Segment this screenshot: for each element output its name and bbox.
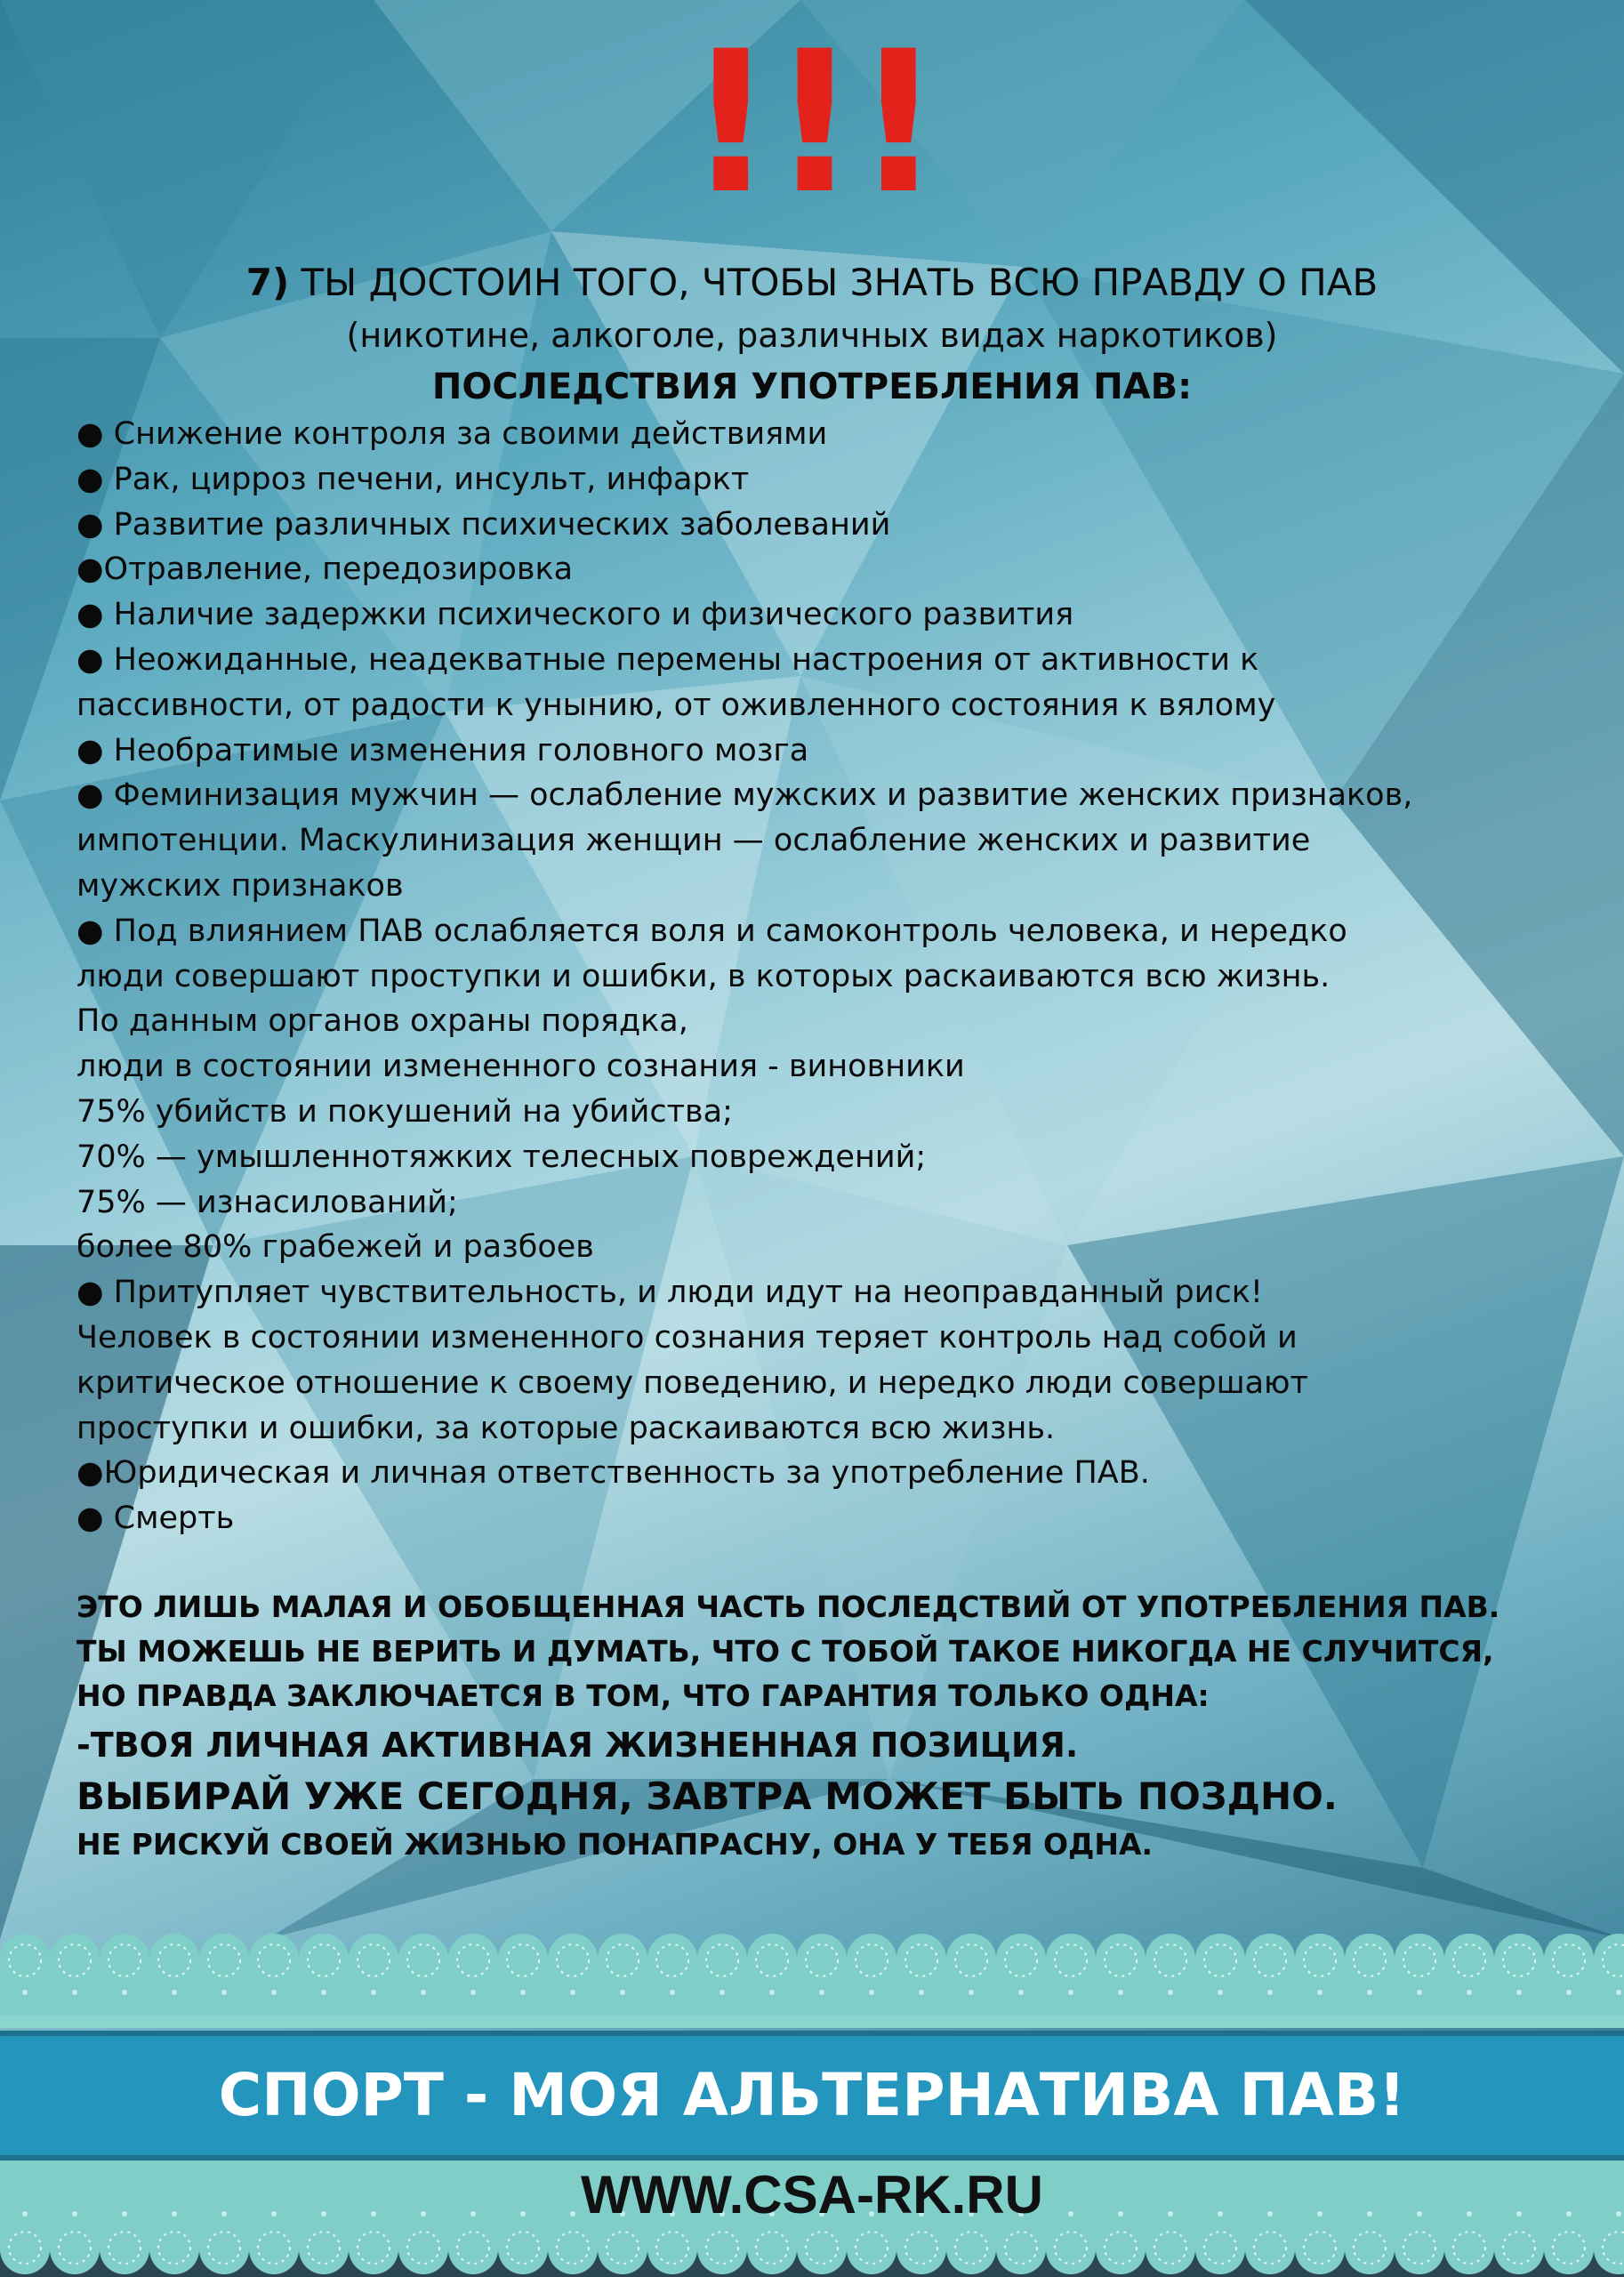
list-item: ● Необратимые изменения головного мозга <box>76 732 809 768</box>
list-item: более 80% грабежей и разбоев <box>76 1229 594 1266</box>
list-item: ● Наличие задержки психического и физического развития <box>76 597 1074 633</box>
list-item: люди в состоянии измененного сознания - виновники <box>76 1049 965 1085</box>
list-item: проступки и ошибки, за которые раскаиваются всю жизнь. <box>76 1410 1056 1446</box>
list-item: По данным органов охраны порядка, <box>76 1003 688 1040</box>
closing-line: -ТВОЯ ЛИЧНАЯ АКТИВНАЯ ЖИЗНЕННАЯ ПОЗИЦИЯ. <box>76 1726 1079 1765</box>
page-subtitle: (никотине, алкоголе, различных видах наркотиков) <box>346 316 1278 355</box>
list-item: ●Юридическая и личная ответственность за употребление ПАВ. <box>76 1455 1150 1492</box>
closing-line: НЕ РИСКУЙ СВОЕЙ ЖИЗНЬЮ ПОНАПРАСНУ, ОНА У ТЕБЯ ОДНА. <box>76 1827 1154 1862</box>
exclamation-marks: !!! <box>686 9 938 237</box>
consequences-list <box>76 412 1571 1541</box>
footer-url: WWW.CSA-RK.RU <box>581 2165 1043 2225</box>
list-item: ● Под влиянием ПАВ ослабляется воля и самоконтроль человека, и нередко <box>76 913 1347 949</box>
list-item: 75% убийств и покушений на убийства; <box>76 1093 733 1130</box>
list-item: мужских признаков <box>76 867 404 904</box>
list-item: ● Притупляет чувствительность, и люди идут на неоправданный риск! <box>76 1275 1263 1311</box>
closing-line: ВЫБИРАЙ УЖЕ СЕГОДНЯ, ЗАВТРА МОЖЕТ БЫТЬ ПОЗДНО. <box>76 1774 1338 1818</box>
list-item: критическое отношение к своему поведению, и нередко люди совершают <box>76 1364 1308 1401</box>
list-item: 75% — изнасилований; <box>76 1184 458 1220</box>
list-item: люди совершают проступки и ошибки, в которых раскаиваются всю жизнь. <box>76 958 1331 994</box>
list-item: ●Отравление, передозировка <box>76 551 574 588</box>
title-number: 7) <box>245 261 290 304</box>
title-text: ТЫ ДОСТОИН ТОГО, ЧТОБЫ ЗНАТЬ ВСЮ ПРАВДУ О ПАВ <box>301 261 1379 304</box>
closing-line: НО ПРАВДА ЗАКЛЮЧАЕТСЯ В ТОМ, ЧТО ГАРАНТИЯ ТОЛЬКО ОДНА: <box>76 1678 1210 1713</box>
list-item: импотенции. Маскулинизация женщин — ослабление женских и развитие <box>76 823 1311 859</box>
list-item: ● Смерть <box>76 1501 235 1537</box>
list-item: ● Рак, цирроз печени, инсульт, инфаркт <box>76 461 750 497</box>
list-item: ● Развитие различных психических заболеваний <box>76 506 891 543</box>
list-item: ● Неожиданные, неадекватные перемены настроения от активности к <box>76 641 1259 678</box>
list-item: пассивности, от радости к унынию, от оживленного состояния к вялому <box>76 687 1276 723</box>
closing-line: ЭТО ЛИШЬ МАЛАЯ И ОБОБЩЕННАЯ ЧАСТЬ ПОСЛЕДСТВИЙ ОТ УПОТРЕБЛЕНИЯ ПАВ. <box>76 1589 1500 1624</box>
list-item: Человек в состоянии измененного сознания теряет контроль над собой и <box>76 1319 1298 1356</box>
slogan-banner <box>0 2031 1624 2160</box>
closing-statement <box>76 1585 1588 1866</box>
lace-trim-top <box>0 1930 1624 2028</box>
section-heading: ПОСЛЕДСТВИЯ УПОТРЕБЛЕНИЯ ПАВ: <box>431 366 1193 407</box>
closing-line: ТЫ МОЖЕШЬ НЕ ВЕРИТЬ И ДУМАТЬ, ЧТО С ТОБОЙ ТАКОЕ НИКОГДА НЕ СЛУЧИТСЯ, <box>76 1634 1494 1669</box>
list-item: ● Феминизация мужчин — ослабление мужских и развитие женских признаков, <box>76 777 1413 814</box>
list-item: 70% — умышленнотяжких телесных повреждений; <box>76 1138 927 1175</box>
slogan-text: СПОРТ - МОЯ АЛЬТЕРНАТИВА ПАВ! <box>218 2061 1406 2129</box>
list-item: ● Снижение контроля за своими действиями <box>76 416 828 452</box>
page-title <box>0 260 1624 306</box>
